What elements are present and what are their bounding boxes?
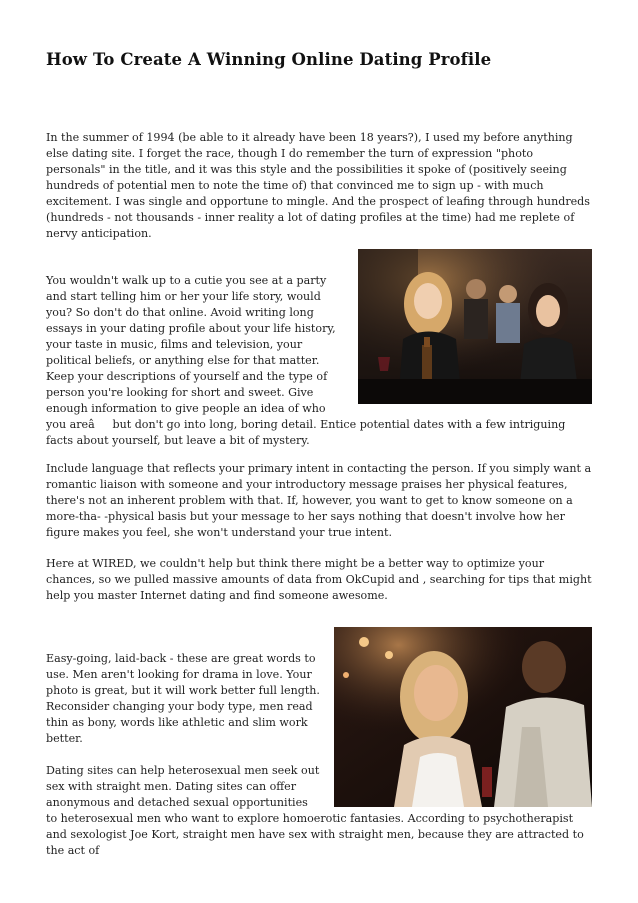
dating-photo-laughing-woman (334, 627, 592, 807)
section-with-photo-1 (46, 273, 592, 449)
page-title: How To Create A Winning Online Dating Profile (46, 50, 492, 69)
paragraph-2: You wouldn't walk up to a cutie you see at a party and start telling him or her your life story, would you? So don't do that online. Avoid writing long essays in your dating profile about your life history, your taste in music, films and television, your political beliefs, or anything else for that matter. Keep your descriptions of yourself and the type of person you're looking for short and sweet. Give enough information to give people an idea of who you areâbut don't go into long, boring detail. Entice potential dates with a few intriguing facts about yourself, but leave a bit of mystery. (46, 274, 566, 447)
paragraph-3: Include language that reflects your primary intent in contacting the person. If you simply want a romantic liaison with someone and your introductory message praises her physical features, there's not an inherent problem with that. If, however, you want to get to know someone on a more-tha- -physical basis but your message to her says nothing that doesn't involve how her figure makes you feel, she won't understand your true intent. (46, 462, 592, 539)
paragraph-1: In the summer of 1994 (be able to it already have been 18 years?), I used my before anything else dating site. I forget the race, though I do remember the turn of expression "photo personals" in the title, and it was this style and the possibilities it spoke of (positively seeing hundreds of potential men to note the time of) that convinced me to sign up - with much excitement. I was single and opportune to mingle. And the prospect of leafing through hundreds (hundreds - not thousands - inner reality a lot of dating profiles at the time) had me replete of nervy anticipation. (46, 131, 590, 240)
paragraph-5: Easy-going, laid-back - these are great words to use. Men aren't looking for drama in love. Your photo is great, but it will work better full length. Reconsider changing your body type, men read thin as bony, words like athletic and slim work better. (46, 652, 320, 745)
dating-photo-bar-scene (358, 249, 592, 404)
section-with-photo-2 (46, 651, 592, 859)
paragraph-4: Here at WIRED, we couldn't help but think there might be a better way to optimize your chances, so we pulled massive amounts of data from OkCupid and , searching for tips that might help you master Internet dating and find someone awesome. (46, 557, 592, 602)
paragraph-6: Dating sites can help heterosexual men seek out sex with straight men. Dating sites can offer anonymous and detached sexual opportunities to heterosexual men who want to explore homoerotic fantasies. According to psychotherapist and sexologist Joe Kort, straight men have sex with straight men, because they are attracted to the act of (46, 764, 584, 857)
